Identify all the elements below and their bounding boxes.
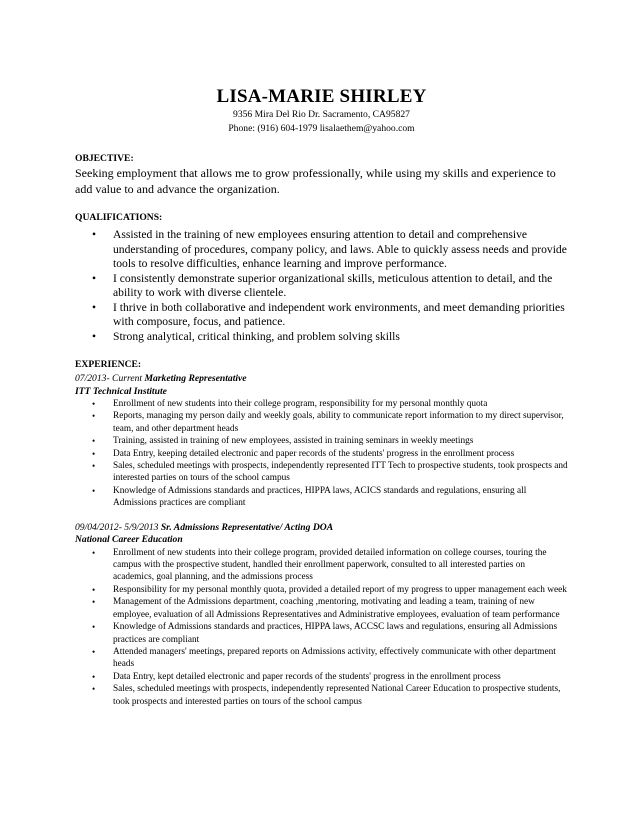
job-dates: 07/2013- Current bbox=[75, 373, 143, 384]
job-dates: 09/04/2012- 5/9/2013 bbox=[75, 521, 159, 533]
duty-item bbox=[75, 398, 568, 410]
job-entry bbox=[75, 373, 568, 510]
objective-heading: OBJECTIVE: bbox=[75, 153, 134, 164]
duty-item bbox=[75, 621, 568, 646]
duty-item bbox=[75, 448, 568, 460]
duty-text: Management of the Admissions department, coaching ,mentoring, motivating and leading a team, training of new employee, evaluation of all Admissions Representatives and Administrative employees, evaluation of team performance bbox=[113, 597, 560, 620]
duty-text: Reports, managing my person daily and weekly goals, ability to communicate report information to my direct supervisor, team, and other department heads bbox=[113, 411, 564, 434]
duty-text: Responsibility for my personal monthly quota, provided a detailed report of my progress to upper management each week bbox=[113, 584, 567, 595]
resume-header bbox=[75, 86, 568, 136]
experience-section bbox=[75, 358, 568, 708]
job-duties bbox=[75, 398, 568, 510]
duty-text: Attended managers' meetings, prepared reports on Admissions activity, effectively communicate with other department heads bbox=[113, 646, 556, 670]
duty-text: Training, assisted in training of new employees, assisted in training seminars in weekly meetings bbox=[113, 436, 474, 447]
objective-section bbox=[75, 152, 568, 197]
duty-item bbox=[75, 435, 568, 447]
duty-text: Data Entry, keeping detailed electronic and paper records of the students' progress in the enrollment process bbox=[113, 448, 515, 459]
duty-item bbox=[75, 646, 568, 671]
objective-text: Seeking employment that allows me to grow professionally, while using my skills and experience to add value to and advance the organization. bbox=[75, 166, 556, 196]
duty-text: Sales, scheduled meetings with prospects, independently represented ITT Tech to prospective students, took prospects and interested parties on tours of the school campus bbox=[113, 461, 568, 484]
job-entry bbox=[75, 522, 568, 708]
qualification-item bbox=[75, 330, 568, 345]
bullet-icon: • bbox=[92, 646, 96, 657]
duty-item bbox=[75, 547, 568, 584]
candidate-name: LISA-MARIE SHIRLEY bbox=[216, 86, 427, 107]
job-company: National Career Education bbox=[75, 534, 183, 546]
address: 9356 Mira Del Rio Dr. Sacramento, CA95827 bbox=[233, 109, 410, 120]
bullet-icon: • bbox=[92, 597, 96, 608]
duty-text: Knowledge of Admissions standards and practices, HIPPA laws, ACICS standards and regulations, ensuring all Admissions practices are compliant bbox=[113, 485, 527, 509]
bullet-icon: • bbox=[92, 461, 96, 472]
duty-item bbox=[75, 671, 568, 683]
bullet-icon: • bbox=[92, 436, 96, 447]
bullet-icon: • bbox=[92, 228, 97, 241]
job-title: Marketing Representative bbox=[144, 373, 247, 384]
bullet-icon: • bbox=[92, 671, 96, 682]
qualification-item bbox=[75, 301, 568, 330]
bullet-icon: • bbox=[92, 399, 96, 409]
bullet-icon: • bbox=[92, 622, 96, 633]
duty-item bbox=[75, 410, 568, 435]
job-dates-title bbox=[75, 373, 568, 386]
qualifications-heading: QUALIFICATIONS: bbox=[75, 212, 163, 223]
qualification-text: I consistently demonstrate superior organizational skills, meticulous attention to detail, and the ability to work with diverse clientele. bbox=[113, 271, 553, 299]
qualification-item bbox=[75, 272, 568, 301]
experience-heading: EXPERIENCE: bbox=[75, 359, 142, 370]
duty-item bbox=[75, 584, 568, 596]
qualification-text: Strong analytical, critical thinking, and problem solving skills bbox=[113, 329, 400, 343]
duty-text: Enrollment of new students into their college program, responsibility for my personal monthly quota bbox=[113, 399, 488, 409]
duty-text: Sales, scheduled meetings with prospects, independently represented National Career Education to prospective students, took prospects and interested parties on tours of the school campus bbox=[113, 684, 561, 707]
job-title: Sr. Admissions Representative/ Acting DOA bbox=[160, 521, 334, 533]
bullet-icon: • bbox=[92, 684, 96, 695]
qualification-text: I thrive in both collaborative and independent work environments, and meet demanding priorities with composure, focus, and patience. bbox=[113, 300, 565, 328]
bullet-icon: • bbox=[92, 329, 97, 343]
job-duties bbox=[75, 547, 568, 708]
qualification-text: Assisted in the training of new employees ensuring attention to detail and comprehensive understanding of procedures, company policy, and laws. Able to quickly assess needs and provide tools to resolve difficulties, enhance learning and improve performance. bbox=[113, 228, 567, 270]
phone-email: Phone: (916) 604-1979 lisalaethem@yahoo.com bbox=[228, 123, 415, 134]
duty-item bbox=[75, 460, 568, 485]
duty-item bbox=[75, 485, 568, 510]
bullet-icon: • bbox=[92, 300, 97, 314]
bullet-icon: • bbox=[92, 547, 96, 558]
bullet-icon: • bbox=[92, 411, 96, 422]
job-dates-title bbox=[75, 522, 568, 535]
duty-text: Data Entry, kept detailed electronic and paper records of the students' progress in the enrollment process bbox=[113, 671, 501, 682]
qualification-item bbox=[75, 228, 568, 272]
duty-item bbox=[75, 596, 568, 621]
duty-text: Knowledge of Admissions standards and practices, HIPPA laws, ACCSC laws and regulations, ensuring all Admissions practices are compliant bbox=[113, 622, 558, 645]
bullet-icon: • bbox=[92, 271, 97, 285]
bullet-icon: • bbox=[92, 485, 96, 496]
duty-text: Enrollment of new students into their college program, provided detailed information on college courses, touring the campus with the prospective student, handled their enrollment paperwork, consulted to all interested parties on academics, goal planning, and the admissions process bbox=[113, 547, 547, 583]
bullet-icon: • bbox=[92, 584, 96, 595]
job-company: ITT Technical Institute bbox=[75, 385, 167, 397]
bullet-icon: • bbox=[92, 448, 96, 459]
qualifications-list bbox=[75, 228, 568, 344]
qualifications-section bbox=[75, 211, 568, 344]
duty-item bbox=[75, 683, 568, 708]
